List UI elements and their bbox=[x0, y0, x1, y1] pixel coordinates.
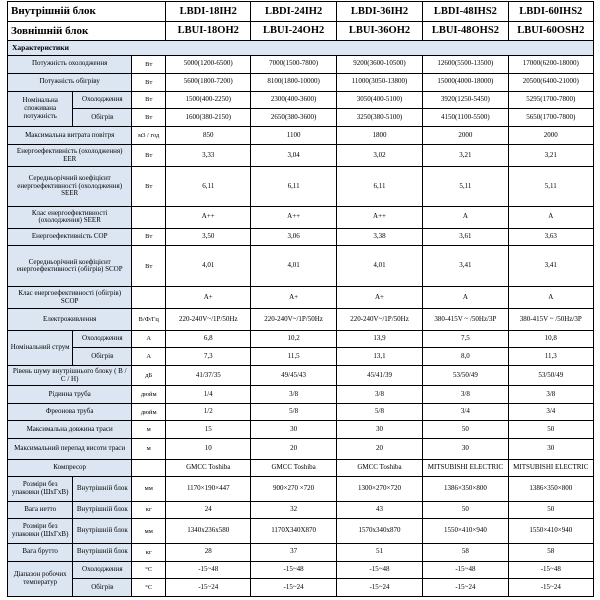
value-cell: 8,0 bbox=[423, 348, 508, 366]
unit-cell: Вт bbox=[132, 109, 166, 127]
value-cell: 4,01 bbox=[336, 246, 422, 287]
spec-row bbox=[8, 91, 594, 109]
spec-row bbox=[8, 228, 594, 246]
value-cell: 20 bbox=[251, 438, 336, 459]
spec-body bbox=[8, 2, 594, 597]
value-cell: 43 bbox=[336, 501, 422, 519]
parameter-label: Номінальний струм bbox=[8, 330, 73, 365]
unit-cell: дюйм bbox=[132, 403, 166, 421]
value-cell: 1600(380-2150) bbox=[166, 109, 251, 127]
value-cell: 3,21 bbox=[423, 145, 508, 167]
spec-row bbox=[8, 459, 594, 477]
value-cell: A++ bbox=[251, 207, 336, 229]
unit-cell: м bbox=[132, 421, 166, 439]
indoor-model: LBDI-60IHS2 bbox=[508, 2, 593, 22]
value-cell: A bbox=[508, 207, 593, 229]
value-cell: 45/41/39 bbox=[336, 365, 422, 386]
value-cell: A+ bbox=[336, 287, 422, 309]
value-cell: A bbox=[423, 287, 508, 309]
value-cell: 1340x236x580 bbox=[166, 519, 251, 544]
value-cell: -15~48 bbox=[508, 561, 593, 579]
value-cell: 3,50 bbox=[166, 228, 251, 246]
value-cell: -15~48 bbox=[166, 561, 251, 579]
value-cell: 10,2 bbox=[251, 330, 336, 348]
value-cell: 51 bbox=[336, 544, 422, 562]
value-cell: 11,3 bbox=[508, 348, 593, 366]
value-cell: 6,11 bbox=[166, 166, 251, 206]
value-cell: -15~48 bbox=[251, 561, 336, 579]
value-cell: 41/37/35 bbox=[166, 365, 251, 386]
parameter-label: Потужність охолодження bbox=[8, 55, 132, 74]
unit-cell: Вт bbox=[132, 74, 166, 92]
unit-cell: Вт bbox=[132, 166, 166, 206]
value-cell: 3,41 bbox=[423, 246, 508, 287]
parameter-label: Клас енергоефективності (обігрів) SCOP bbox=[8, 287, 132, 309]
value-cell: 1550×410×940 bbox=[423, 519, 508, 544]
value-cell: 220-240V~/1P/50Hz bbox=[336, 309, 422, 331]
value-cell: 58 bbox=[423, 544, 508, 562]
value-cell: 28 bbox=[166, 544, 251, 562]
value-cell: A+ bbox=[166, 287, 251, 309]
value-cell: 50 bbox=[508, 501, 593, 519]
unit-cell bbox=[132, 459, 166, 477]
value-cell: A++ bbox=[166, 207, 251, 229]
unit-cell: °C bbox=[132, 579, 166, 597]
value-cell: MITSUBISHI ELECTRIC bbox=[508, 459, 593, 477]
value-cell: 4,01 bbox=[166, 246, 251, 287]
spec-row bbox=[8, 365, 594, 386]
value-cell: 6,11 bbox=[251, 166, 336, 206]
section-title: Характеристики bbox=[8, 41, 594, 55]
value-cell: 4,01 bbox=[251, 246, 336, 287]
unit-cell: °C bbox=[132, 561, 166, 579]
value-cell: 850 bbox=[166, 126, 251, 145]
value-cell: 3050(400-5100) bbox=[336, 91, 422, 109]
spec-row bbox=[8, 207, 594, 229]
parameter-sublabel: Обігрів bbox=[73, 109, 132, 127]
indoor-model: LBDI-18IH2 bbox=[166, 2, 251, 22]
value-cell: 4150(1100-5500) bbox=[423, 109, 508, 127]
value-cell: 13,9 bbox=[336, 330, 422, 348]
parameter-label: Діапазон робочих температур bbox=[8, 561, 73, 596]
outdoor-model: LBUI-48OHS2 bbox=[423, 21, 508, 41]
spec-row bbox=[8, 330, 594, 348]
value-cell: GMCC Toshiba bbox=[166, 459, 251, 477]
spec-row bbox=[8, 166, 594, 206]
value-cell: 53/50/49 bbox=[508, 365, 593, 386]
parameter-label: Середньорічний коефіцієнт енергоефективності (обігрів) SCOP bbox=[8, 246, 132, 287]
value-cell: 5650(1700-7800) bbox=[508, 109, 593, 127]
parameter-label: Максимальна довжина траси bbox=[8, 421, 132, 439]
value-cell: 380-415V ~ /50Hz/3P bbox=[423, 309, 508, 331]
spec-row bbox=[8, 109, 594, 127]
spec-row bbox=[8, 309, 594, 331]
value-cell: 1386×350×800 bbox=[423, 477, 508, 502]
value-cell: 2000 bbox=[508, 126, 593, 145]
value-cell: 15000(4000-18000) bbox=[423, 74, 508, 92]
value-cell: 7,3 bbox=[166, 348, 251, 366]
value-cell: -15~24 bbox=[336, 579, 422, 597]
value-cell: 3/8 bbox=[336, 386, 422, 404]
value-cell: 11000(3050-13800) bbox=[336, 74, 422, 92]
value-cell: 5000(1200-6500) bbox=[166, 55, 251, 74]
value-cell: 1/2 bbox=[166, 403, 251, 421]
value-cell: 1550×410×940 bbox=[508, 519, 593, 544]
unit-cell: мм bbox=[132, 477, 166, 502]
parameter-sublabel: Внутрішній блок bbox=[73, 501, 132, 519]
value-cell: A+ bbox=[251, 287, 336, 309]
spec-row bbox=[8, 348, 594, 366]
value-cell: 220-240V~/1P/50Hz bbox=[251, 309, 336, 331]
parameter-label: Електроживлення bbox=[8, 309, 132, 331]
value-cell: 5/8 bbox=[251, 403, 336, 421]
value-cell: 37 bbox=[251, 544, 336, 562]
spec-row bbox=[8, 403, 594, 421]
indoor-model: LBDI-48IHS2 bbox=[423, 2, 508, 22]
value-cell: 3,04 bbox=[251, 145, 336, 167]
value-cell: 3250(380-5100) bbox=[336, 109, 422, 127]
spec-row bbox=[8, 501, 594, 519]
unit-cell: Вт bbox=[132, 55, 166, 74]
unit-cell bbox=[132, 207, 166, 229]
value-cell: 20500(6400-21000) bbox=[508, 74, 593, 92]
value-cell: A++ bbox=[336, 207, 422, 229]
indoor-model: LBDI-36IH2 bbox=[336, 2, 422, 22]
value-cell: 1500(400-2250) bbox=[166, 91, 251, 109]
outdoor-model: LBUI-60OSH2 bbox=[508, 21, 593, 41]
value-cell: 10,8 bbox=[508, 330, 593, 348]
value-cell: 50 bbox=[508, 421, 593, 439]
parameter-sublabel: Охолодження bbox=[73, 561, 132, 579]
spec-row bbox=[8, 74, 594, 92]
spec-row bbox=[8, 519, 594, 544]
value-cell: 17000(6200-18000) bbox=[508, 55, 593, 74]
unit-cell: м3 / год bbox=[132, 126, 166, 145]
spec-row bbox=[8, 421, 594, 439]
section-row bbox=[8, 41, 594, 55]
spec-row bbox=[8, 145, 594, 167]
unit-cell: В/Ф/Гц bbox=[132, 309, 166, 331]
spec-row bbox=[8, 438, 594, 459]
value-cell: 3,33 bbox=[166, 145, 251, 167]
parameter-sublabel: Обігрів bbox=[73, 348, 132, 366]
value-cell: 900×270 ×720 bbox=[251, 477, 336, 502]
value-cell: 50 bbox=[423, 501, 508, 519]
parameter-sublabel: Внутрішній блок bbox=[73, 477, 132, 502]
parameter-label: Потужність обігріву bbox=[8, 74, 132, 92]
spec-row bbox=[8, 386, 594, 404]
value-cell: 5/8 bbox=[336, 403, 422, 421]
value-cell: -15~24 bbox=[508, 579, 593, 597]
unit-cell: дБ bbox=[132, 365, 166, 386]
value-cell: 11,5 bbox=[251, 348, 336, 366]
outdoor-model: LBUI-18OH2 bbox=[166, 21, 251, 41]
indoor-model-row bbox=[8, 2, 594, 22]
value-cell: 2650(380-3600) bbox=[251, 109, 336, 127]
spec-table bbox=[7, 1, 594, 597]
value-cell: 30 bbox=[508, 438, 593, 459]
value-cell: 3,02 bbox=[336, 145, 422, 167]
value-cell: 3/8 bbox=[251, 386, 336, 404]
unit-cell bbox=[132, 287, 166, 309]
value-cell: 1386×350×800 bbox=[508, 477, 593, 502]
outdoor-model: LBUI-36OH2 bbox=[336, 21, 422, 41]
value-cell: 30 bbox=[251, 421, 336, 439]
unit-cell: кг bbox=[132, 544, 166, 562]
value-cell: -15~48 bbox=[423, 561, 508, 579]
parameter-label: Клас енергоефективності (охолодження) SEER bbox=[8, 207, 132, 229]
parameter-label: Рідинна труба bbox=[8, 386, 132, 404]
value-cell: GMCC Toshiba bbox=[251, 459, 336, 477]
unit-cell: А bbox=[132, 348, 166, 366]
unit-cell: Вт bbox=[132, 91, 166, 109]
value-cell: 3/4 bbox=[508, 403, 593, 421]
parameter-label: Розміри без упаковки (ШхГхВ) bbox=[8, 477, 73, 502]
parameter-label: Максимальна витрата повітря bbox=[8, 126, 132, 145]
value-cell: 1170X340X870 bbox=[251, 519, 336, 544]
parameter-label: Середньорічний коефіцієнт енергоефективності (охолодження) SEER bbox=[8, 166, 132, 206]
spec-row bbox=[8, 477, 594, 502]
parameter-label: Вага брутто bbox=[8, 544, 73, 562]
parameter-label: Компресор bbox=[8, 459, 132, 477]
value-cell: 6,8 bbox=[166, 330, 251, 348]
value-cell: 6,11 bbox=[336, 166, 422, 206]
value-cell: MITSUBISHI ELECTRIC bbox=[423, 459, 508, 477]
value-cell: 8100(1800-10000) bbox=[251, 74, 336, 92]
spec-row bbox=[8, 287, 594, 309]
value-cell: 7000(1500-7800) bbox=[251, 55, 336, 74]
value-cell: 49/45/43 bbox=[251, 365, 336, 386]
value-cell: -15~24 bbox=[166, 579, 251, 597]
spec-row bbox=[8, 579, 594, 597]
parameter-label: Фреонова труба bbox=[8, 403, 132, 421]
outdoor-model: LBUI-24OH2 bbox=[251, 21, 336, 41]
parameter-sublabel: Внутрішній блок bbox=[73, 544, 132, 562]
indoor-model: LBDI-24IH2 bbox=[251, 2, 336, 22]
value-cell: 7,5 bbox=[423, 330, 508, 348]
unit-cell: Вт bbox=[132, 228, 166, 246]
value-cell: 5295(1700-7800) bbox=[508, 91, 593, 109]
spec-row bbox=[8, 55, 594, 74]
value-cell: 5,11 bbox=[423, 166, 508, 206]
value-cell: 3/8 bbox=[423, 386, 508, 404]
parameter-sublabel: Охолодження bbox=[73, 91, 132, 109]
parameter-label: Вага нетто bbox=[8, 501, 73, 519]
parameter-sublabel: Обігрів bbox=[73, 579, 132, 597]
value-cell: 1/4 bbox=[166, 386, 251, 404]
outdoor-model-row bbox=[8, 21, 594, 41]
value-cell: -15~48 bbox=[336, 561, 422, 579]
value-cell: 1300×270×720 bbox=[336, 477, 422, 502]
value-cell: 220-240V~/1P/50Hz bbox=[166, 309, 251, 331]
value-cell: 380-415V ~ /50Hz/3P bbox=[508, 309, 593, 331]
value-cell: 32 bbox=[251, 501, 336, 519]
unit-cell: А bbox=[132, 330, 166, 348]
value-cell: 1800 bbox=[336, 126, 422, 145]
value-cell: -15~24 bbox=[251, 579, 336, 597]
unit-cell: кг bbox=[132, 501, 166, 519]
parameter-sublabel: Охолодження bbox=[73, 330, 132, 348]
value-cell: 1100 bbox=[251, 126, 336, 145]
value-cell: 3,21 bbox=[508, 145, 593, 167]
parameter-label: Енергоефективність COP bbox=[8, 228, 132, 246]
value-cell: 5600(1800-7200) bbox=[166, 74, 251, 92]
unit-cell: м bbox=[132, 438, 166, 459]
parameter-label: Номінальна споживана потужність bbox=[8, 91, 73, 126]
value-cell: 3/4 bbox=[423, 403, 508, 421]
value-cell: 50 bbox=[423, 421, 508, 439]
unit-cell: дюйм bbox=[132, 386, 166, 404]
value-cell: -15~24 bbox=[423, 579, 508, 597]
value-cell: 3/8 bbox=[508, 386, 593, 404]
spec-row bbox=[8, 561, 594, 579]
value-cell: 1570x340x870 bbox=[336, 519, 422, 544]
parameter-label: Максимальний перепад висоти траси bbox=[8, 438, 132, 459]
value-cell: 3,38 bbox=[336, 228, 422, 246]
unit-cell: Вт bbox=[132, 246, 166, 287]
value-cell: 3,61 bbox=[423, 228, 508, 246]
value-cell: 9200(3600-10500) bbox=[336, 55, 422, 74]
value-cell: 24 bbox=[166, 501, 251, 519]
value-cell: GMCC Toshiba bbox=[336, 459, 422, 477]
spec-row bbox=[8, 246, 594, 287]
parameter-label: Енергоефективність (охолодження) EER bbox=[8, 145, 132, 167]
value-cell: 53/50/49 bbox=[423, 365, 508, 386]
parameter-sublabel: Внутрішній блок bbox=[73, 519, 132, 544]
value-cell: 3,63 bbox=[508, 228, 593, 246]
spec-row bbox=[8, 126, 594, 145]
spec-row bbox=[8, 544, 594, 562]
value-cell: 13,1 bbox=[336, 348, 422, 366]
value-cell: 2300(400-3600) bbox=[251, 91, 336, 109]
value-cell: A bbox=[508, 287, 593, 309]
value-cell: 30 bbox=[423, 438, 508, 459]
parameter-label: Рівень шуму внутрішнього блоку ( В / С / Н) bbox=[8, 365, 132, 386]
indoor-unit-label: Внутрішній блок bbox=[8, 2, 166, 22]
value-cell: 3920(1250-5450) bbox=[423, 91, 508, 109]
value-cell: 3,41 bbox=[508, 246, 593, 287]
value-cell: 2000 bbox=[423, 126, 508, 145]
value-cell: 5,11 bbox=[508, 166, 593, 206]
value-cell: 1170×190×447 bbox=[166, 477, 251, 502]
unit-cell: Вт bbox=[132, 145, 166, 167]
value-cell: 30 bbox=[336, 421, 422, 439]
value-cell: 58 bbox=[508, 544, 593, 562]
value-cell: 12600(5500-13500) bbox=[423, 55, 508, 74]
parameter-label: Розміри без упаковки (ШхГхВ) bbox=[8, 519, 73, 544]
outdoor-unit-label: Зовнішній блок bbox=[8, 21, 166, 41]
value-cell: 10 bbox=[166, 438, 251, 459]
value-cell: 3,06 bbox=[251, 228, 336, 246]
unit-cell: мм bbox=[132, 519, 166, 544]
value-cell: 20 bbox=[336, 438, 422, 459]
value-cell: 15 bbox=[166, 421, 251, 439]
value-cell: A bbox=[423, 207, 508, 229]
